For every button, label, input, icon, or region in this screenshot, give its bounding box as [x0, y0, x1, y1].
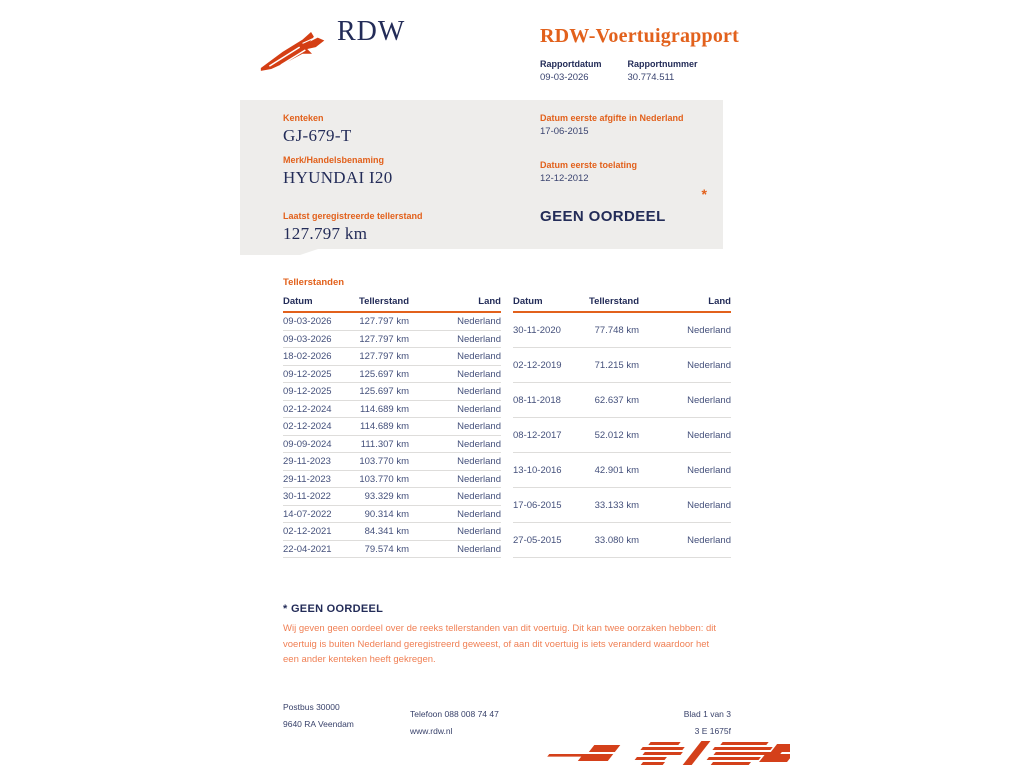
- merk-label: Merk/Handelsbenaming: [283, 155, 385, 165]
- column-header-land: Land: [409, 296, 501, 312]
- table-row: [513, 488, 731, 523]
- title-block: [540, 25, 739, 83]
- cell-datum: 17-06-2015: [513, 488, 577, 523]
- column-header-land: Land: [639, 296, 731, 312]
- footnote-asterisk: *: [283, 603, 288, 615]
- cell-land: Nederland: [639, 312, 731, 348]
- cell-datum: 02-12-2019: [513, 348, 577, 383]
- cell-datum: 29-11-2023: [283, 453, 347, 471]
- cell-land: Nederland: [409, 470, 501, 488]
- table-row: [283, 470, 501, 488]
- cell-datum: 30-11-2020: [513, 312, 577, 348]
- table-row: [283, 365, 501, 383]
- table-row: [283, 540, 501, 558]
- oordeel-value: GEEN OORDEEL: [540, 208, 666, 225]
- cell-tellerstand: 79.574 km: [347, 540, 409, 558]
- footer-website: www.rdw.nl: [410, 726, 453, 736]
- vehicle-summary-panel: [240, 100, 723, 249]
- speed-lines-graphic: [545, 739, 790, 767]
- footer-page-indicator: Blad 1 van 3: [683, 709, 731, 719]
- cell-land: Nederland: [409, 330, 501, 348]
- cell-land: Nederland: [409, 453, 501, 471]
- table-row: [283, 400, 501, 418]
- table-row: [283, 453, 501, 471]
- footnote-title: [283, 603, 743, 615]
- cell-tellerstand: 77.748 km: [577, 312, 639, 348]
- cell-land: Nederland: [409, 523, 501, 541]
- cell-datum: 09-12-2025: [283, 383, 347, 401]
- cell-tellerstand: 127.797 km: [347, 348, 409, 366]
- eerste-toelating-value: 12-12-2012: [540, 173, 589, 184]
- cell-datum: 09-12-2025: [283, 365, 347, 383]
- cell-land: Nederland: [639, 453, 731, 488]
- cell-land: Nederland: [639, 348, 731, 383]
- footer-form-code: 3 E 1675f: [694, 726, 731, 736]
- rdw-eagle-icon: [258, 27, 330, 73]
- tellerstanden-tables: [283, 296, 732, 558]
- cell-tellerstand: 127.797 km: [347, 312, 409, 330]
- tellerstanden-section: [283, 277, 732, 558]
- cell-datum: 22-04-2021: [283, 540, 347, 558]
- table-row: [283, 523, 501, 541]
- cell-tellerstand: 62.637 km: [577, 383, 639, 418]
- cell-datum: 29-11-2023: [283, 470, 347, 488]
- eerste-afgifte-value: 17-06-2015: [540, 126, 589, 137]
- cell-land: Nederland: [639, 383, 731, 418]
- report-date-label: Rapportdatum: [540, 59, 602, 69]
- cell-land: Nederland: [409, 348, 501, 366]
- eerste-toelating-label: Datum eerste toelating: [540, 160, 638, 170]
- cell-land: Nederland: [409, 383, 501, 401]
- cell-datum: 14-07-2022: [283, 505, 347, 523]
- table-row: [513, 383, 731, 418]
- cell-tellerstand: 52.012 km: [577, 418, 639, 453]
- cell-datum: 09-03-2026: [283, 330, 347, 348]
- report-meta: [540, 59, 739, 83]
- cell-datum: 09-03-2026: [283, 312, 347, 330]
- footnote-body: Wij geven geen oordeel over de reeks tellerstanden van dit voertuig. Dit kan twee oorzaken hebben: dit voertuig is buiten Nederland geregistreerd geweest, of aan dit voertuig is iets veranderd waardoor het een ander kenteken heeft gekregen.: [283, 623, 717, 666]
- vehicle-summary-right: [540, 113, 708, 225]
- cell-land: Nederland: [409, 488, 501, 506]
- cell-land: Nederland: [409, 435, 501, 453]
- cell-land: Nederland: [639, 523, 731, 558]
- cell-tellerstand: 103.770 km: [347, 470, 409, 488]
- rdw-logo: [258, 18, 405, 73]
- cell-datum: 30-11-2022: [283, 488, 347, 506]
- footer-address: [283, 702, 410, 736]
- eerste-afgifte-label: Datum eerste afgifte in Nederland: [540, 113, 684, 123]
- rdw-logo-text: RDW: [337, 16, 406, 47]
- footer-city: 9640 RA Veendam: [283, 719, 354, 729]
- cell-datum: 08-12-2017: [513, 418, 577, 453]
- column-header-tellerstand: Tellerstand: [347, 296, 409, 312]
- cell-datum: 13-10-2016: [513, 453, 577, 488]
- geen-oordeel-footnote: [283, 603, 743, 668]
- eerste-afgifte-field: [540, 113, 708, 137]
- laatste-tellerstand-field: [283, 211, 423, 244]
- cell-tellerstand: 127.797 km: [347, 330, 409, 348]
- table-row: [283, 330, 501, 348]
- cell-tellerstand: 125.697 km: [347, 365, 409, 383]
- cell-land: Nederland: [409, 400, 501, 418]
- table-row: [283, 418, 501, 436]
- table-header-row: [513, 296, 731, 312]
- cell-land: Nederland: [639, 488, 731, 523]
- report-number-value: 30.774.511: [627, 72, 675, 83]
- cell-tellerstand: 84.341 km: [347, 523, 409, 541]
- cell-tellerstand: 114.689 km: [347, 400, 409, 418]
- footnote-title-text: GEEN OORDEEL: [290, 603, 384, 615]
- cell-tellerstand: 125.697 km: [347, 383, 409, 401]
- footer-page-info: [684, 709, 731, 736]
- cell-datum: 27-05-2015: [513, 523, 577, 558]
- cell-tellerstand: 111.307 km: [347, 435, 409, 453]
- laatste-tellerstand-label: Laatst geregistreerde tellerstand: [283, 211, 423, 221]
- cell-land: Nederland: [409, 418, 501, 436]
- cell-land: Nederland: [409, 365, 501, 383]
- footer-postbus: Postbus 30000: [283, 702, 340, 712]
- table-row: [513, 418, 731, 453]
- table-row: [513, 348, 731, 383]
- report-date-field: [540, 59, 602, 83]
- table-row: [513, 312, 731, 348]
- table-header-row: [283, 296, 501, 312]
- merk-field: [283, 155, 423, 188]
- page-footer: [283, 702, 731, 736]
- column-header-tellerstand: Tellerstand: [577, 296, 639, 312]
- cell-land: Nederland: [409, 540, 501, 558]
- footer-phone: Telefoon 088 008 74 47: [410, 709, 499, 719]
- cell-tellerstand: 103.770 km: [347, 453, 409, 471]
- column-header-datum: Datum: [283, 296, 347, 312]
- cell-datum: 09-09-2024: [283, 435, 347, 453]
- cell-land: Nederland: [409, 505, 501, 523]
- column-header-datum: Datum: [513, 296, 577, 312]
- table-row: [283, 488, 501, 506]
- cell-datum: 02-12-2024: [283, 400, 347, 418]
- cell-tellerstand: 90.314 km: [347, 505, 409, 523]
- report-number-field: [628, 59, 698, 83]
- kenteken-label: Kenteken: [283, 113, 324, 123]
- cell-tellerstand: 93.329 km: [347, 488, 409, 506]
- vehicle-summary-left: [283, 113, 423, 253]
- table-row: [283, 383, 501, 401]
- cell-datum: 18-02-2026: [283, 348, 347, 366]
- cell-tellerstand: 114.689 km: [347, 418, 409, 436]
- table-row: [283, 348, 501, 366]
- report-number-label: Rapportnummer: [627, 59, 698, 69]
- kenteken-value: GJ-679-T: [283, 126, 352, 145]
- table-row: [513, 453, 731, 488]
- cell-tellerstand: 71.215 km: [577, 348, 639, 383]
- table-row: [283, 435, 501, 453]
- report-date-value: 09-03-2026: [540, 72, 589, 83]
- tellerstanden-title: Tellerstanden: [283, 277, 345, 288]
- cell-land: Nederland: [409, 312, 501, 330]
- cell-land: Nederland: [639, 418, 731, 453]
- cell-datum: 02-12-2024: [283, 418, 347, 436]
- table-row: [283, 505, 501, 523]
- footer-contact: [410, 709, 684, 736]
- page-title: RDW-Voertuigrapport: [540, 25, 739, 47]
- cell-tellerstand: 33.133 km: [577, 488, 639, 523]
- tellerstanden-table-left: [283, 296, 501, 558]
- laatste-tellerstand-value: 127.797 km: [283, 224, 368, 243]
- cell-datum: 02-12-2021: [283, 523, 347, 541]
- oordeel-footnote-asterisk: *: [701, 186, 707, 202]
- tellerstanden-table-right: [513, 296, 731, 558]
- cell-tellerstand: 33.080 km: [577, 523, 639, 558]
- kenteken-field: [283, 113, 423, 146]
- merk-value: HYUNDAI I20: [283, 168, 393, 187]
- table-row: [283, 312, 501, 330]
- cell-datum: 08-11-2018: [513, 383, 577, 418]
- cell-tellerstand: 42.901 km: [577, 453, 639, 488]
- eerste-toelating-field: [540, 160, 708, 184]
- table-row: [513, 523, 731, 558]
